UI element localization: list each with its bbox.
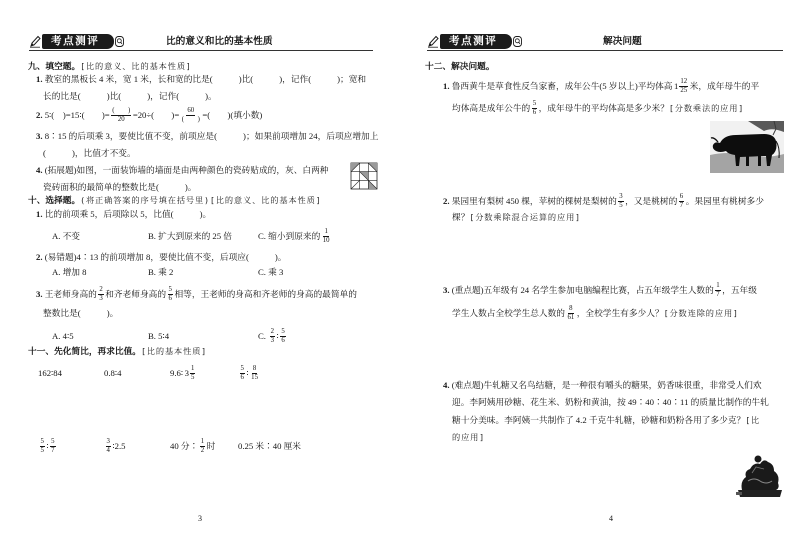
fraction-body <box>106 438 111 454</box>
problem-q3-line-1 <box>443 281 757 299</box>
text-run: 王老师身高的 <box>42 289 97 299</box>
fraction-denominator: 20 <box>117 115 125 123</box>
bold-text: 2. <box>443 196 450 206</box>
text-run: 棵？ <box>452 212 470 222</box>
page-title: 比的意义和比的基本性质 <box>166 36 273 47</box>
badge-label: 考点测评 <box>51 35 100 47</box>
fraction-denominator: 7 <box>679 201 684 209</box>
text-run: 8∶15 的后项乘 3，要使比值不变，前项应是( )；如果前项增加 24，后项应增加上 <box>42 131 379 141</box>
bold-text: 2. <box>36 252 43 262</box>
nougat-illustration <box>734 451 786 497</box>
problem-q1-line-1 <box>443 77 759 95</box>
text-run: 鲁西黄牛是草食性反刍家畜，成年公牛(5 岁以上)平均体高 <box>449 81 673 91</box>
fraction-numerator: 1 <box>716 281 720 289</box>
text-run: 均体高是成年公牛的 <box>452 103 531 113</box>
problem-q4-line-2 <box>452 393 769 411</box>
text-run: ，成年母牛的平均体高是多少米？ <box>538 103 669 113</box>
badge-label: 考点测评 <box>449 35 498 47</box>
text-run: B. 扩大到原来的 25 倍 <box>148 231 232 241</box>
fraction-body <box>168 286 173 302</box>
fraction-body <box>679 78 688 94</box>
fraction-numerator: 5 <box>40 437 44 445</box>
section-badge <box>42 34 114 49</box>
text-run: ∶ <box>276 331 279 341</box>
fraction-numerator: 5 <box>240 364 244 372</box>
fraction-denominator: 7 <box>51 446 55 454</box>
choice-q3-line-2 <box>43 304 118 322</box>
text-run: ( )，比值才不变。 <box>43 148 136 158</box>
fraction-body <box>715 282 720 298</box>
topic-tag: [分数乘除混合运算的应用] <box>469 212 581 222</box>
fraction-body <box>566 305 575 321</box>
topic-tag: [比的基本性质] <box>140 346 208 356</box>
simplify-item-4 <box>238 364 260 382</box>
fill-q3-line-1 <box>36 127 378 145</box>
fraction <box>168 286 173 302</box>
fraction <box>250 365 259 381</box>
text-run: 。果园里有桃树多少 <box>685 196 764 206</box>
tile-wall-figure <box>350 160 378 192</box>
bold-text: 十二、解决问题。 <box>425 61 495 71</box>
fraction-denominator: 10 <box>322 236 330 244</box>
fraction-numerator: 8 <box>252 364 257 372</box>
text-run: (重点题)五年级有 24 名学生参加电脑编程比赛，占五年级学生人数的 <box>449 285 714 295</box>
problem-q2-line-2 <box>452 208 581 226</box>
simplify-item-2 <box>104 364 121 382</box>
fraction-denominator: 5 <box>190 373 195 381</box>
text-run: 糖十分美味。李阿姨一共制作了 4.2 千克牛轧糖，砂糖和奶粉各用了多少克？ <box>452 415 746 425</box>
fraction <box>40 438 45 454</box>
choice-q2-option-b <box>148 263 173 281</box>
fraction-numerator: 6 <box>679 192 684 200</box>
magnifier-icon <box>115 36 124 47</box>
fraction-body <box>250 365 259 381</box>
fraction-body <box>200 438 205 454</box>
bold-text: 4. <box>443 380 450 390</box>
fraction-numerator: 5 <box>281 327 285 335</box>
fraction <box>679 193 684 209</box>
fraction <box>270 328 275 344</box>
fraction-body <box>181 107 201 123</box>
text-run: C. <box>258 331 269 341</box>
fraction <box>50 438 55 454</box>
text-run: B. 乘 2 <box>148 267 174 277</box>
choice-q2-option-a <box>52 263 87 281</box>
text-run: 学生人数占全校学生总人数的 <box>452 308 565 318</box>
simplify-item-7 <box>170 437 215 455</box>
text-run: A. 4∶5 <box>52 331 74 341</box>
text-run: A. 增加 8 <box>52 267 87 277</box>
text-run: 迎。李阿姨用砂糖、花生米、奶粉和黄油，按 49∶40∶40∶11 的质量比制作的牛轧 <box>452 397 769 407</box>
fill-q1-line-2 <box>43 87 217 105</box>
fill-q4-line-1 <box>36 161 328 179</box>
fraction-denominator: 6 <box>281 336 285 344</box>
text-run: =( )(填小数) <box>202 110 263 120</box>
fraction-denominator: 25 <box>680 86 688 94</box>
text-run: ，全校学生有多少人？ <box>576 308 664 318</box>
text-run: 米，成年母牛的平 <box>689 81 760 91</box>
fraction <box>181 107 201 123</box>
text-run: 和齐老师身高的 <box>105 289 167 299</box>
fraction-denominator: ( ) <box>181 115 200 123</box>
fill-q2 <box>36 106 262 124</box>
choice-q1-option-b <box>148 227 232 245</box>
fraction-body <box>532 100 537 116</box>
bold-text: 1. <box>443 81 450 91</box>
fraction-denominator: 61 <box>567 313 575 321</box>
fraction-numerator: ( ) <box>112 106 131 114</box>
choice-q3-line-1 <box>36 285 357 303</box>
fraction-denominator: 5 <box>619 201 623 209</box>
topic-tag: [分数连除的应用] <box>663 308 739 318</box>
fraction-denominator: 6 <box>168 294 172 302</box>
text-run: A. 不变 <box>52 231 80 241</box>
text-run: ∶ <box>246 368 249 378</box>
text-run: 时 <box>206 441 216 451</box>
text-run: (拓展题)如图，一面装饰墙的墙面是由两种颜色的瓷砖贴成的，灰、白两种 <box>42 165 329 175</box>
text-run: 比的前项乘 5，后项除以 5，比值( )。 <box>42 209 212 219</box>
fraction <box>185 365 196 381</box>
topic-tag: [分数乘法的应用] <box>668 103 745 113</box>
fraction <box>566 305 575 321</box>
text-run: ∶ <box>46 441 49 451</box>
fraction <box>322 228 331 244</box>
text-run: 0.25 米∶40 厘米 <box>238 441 301 451</box>
fraction-denominator: 15 <box>251 373 258 381</box>
fill-q1-line-1 <box>36 70 366 88</box>
magnifier-icon <box>513 36 522 47</box>
topic-tag: [比的意义、比的基本性质] <box>80 61 192 71</box>
page-title: 解决问题 <box>603 36 642 47</box>
fraction-numerator: 8 <box>569 304 573 312</box>
fill-q3-line-2 <box>43 144 136 162</box>
fraction-body <box>618 193 623 209</box>
fraction-body <box>111 107 131 123</box>
fraction-numerator: 5 <box>168 285 172 293</box>
text-run: 0.8∶4 <box>104 368 122 378</box>
bold-text: 2. <box>36 110 43 120</box>
text-run: 教室的黑板长 4 米，宽 1 米，长和宽的比是( )比( )，记作( )；宽和 <box>42 74 367 84</box>
fraction <box>111 107 131 123</box>
problem-q4-line-4 <box>452 428 485 446</box>
fraction-denominator: 3 <box>99 294 103 302</box>
fraction <box>240 365 245 381</box>
fraction-body <box>322 228 331 244</box>
fraction-denominator: 3 <box>270 336 275 344</box>
simplify-item-6 <box>104 437 126 455</box>
bold-text: 1. <box>36 209 43 219</box>
header-divider <box>29 50 373 51</box>
section-12-heading <box>425 57 495 75</box>
section-badge <box>440 34 512 49</box>
bold-text: 4. <box>36 165 43 175</box>
fraction-whole: 3 <box>184 368 189 378</box>
fraction-numerator: 12 <box>680 77 688 85</box>
fraction-denominator: 7 <box>716 290 720 298</box>
fraction-body <box>240 365 245 381</box>
simplify-item-5 <box>38 437 57 455</box>
choice-q1 <box>36 205 211 223</box>
bold-text: 九、填空题。 <box>28 61 81 71</box>
fraction-body <box>280 328 285 344</box>
fraction-body <box>679 193 684 209</box>
text-run: (易错题)4∶13 的前项增加 8，要使比值不变，后项应( )。 <box>42 252 287 262</box>
fraction-numerator: 60 <box>187 106 195 114</box>
text-run: ，五年级 <box>722 285 757 295</box>
text-run: 长的比是( )比( )，记作( )。 <box>43 91 217 101</box>
bold-text: 1. <box>36 74 43 84</box>
text-run: =20÷( )= <box>132 110 180 120</box>
page-number: 3 <box>198 514 202 523</box>
text-run: 瓷砖面积的最简单的整数比是( )。 <box>43 182 197 192</box>
simplify-item-3 <box>170 364 197 382</box>
fraction <box>532 100 537 116</box>
bold-text: 3. <box>443 285 450 295</box>
fraction <box>98 286 103 302</box>
pencil-icon <box>29 35 41 48</box>
simplify-item-1 <box>38 364 62 382</box>
fraction-body <box>190 365 195 381</box>
right-page <box>397 0 794 550</box>
bold-text: 十一、先化简比，再求比值。 <box>28 346 141 356</box>
text-run: C. 缩小到原来的 <box>258 231 321 241</box>
fraction <box>200 438 205 454</box>
fraction <box>618 193 623 209</box>
text-run: (难点题)牛轧糖又名鸟结糖，是一种很有嚼头的糖果，奶香味很重，非常受人们欢 <box>449 380 762 390</box>
fraction <box>715 282 720 298</box>
fraction-body <box>50 438 55 454</box>
fraction-body <box>98 286 103 302</box>
pencil-icon <box>427 35 439 48</box>
text-run: 相等，王老师的身高和齐老师的身高的最简单的 <box>174 289 357 299</box>
choice-q1-option-a <box>52 227 80 245</box>
fraction-numerator: 3 <box>619 192 623 200</box>
fraction-body <box>270 328 275 344</box>
fraction <box>674 78 688 94</box>
fraction-whole: 1 <box>674 81 679 91</box>
fraction-numerator: 3 <box>106 437 110 445</box>
fraction-numerator: 1 <box>190 364 195 372</box>
fraction-numerator: 5 <box>51 437 55 445</box>
choice-q2-option-c <box>258 263 283 281</box>
topic-tag: (将正确答案的序号填在括号里)[比的意义、比的基本性质] <box>80 195 322 205</box>
fraction-denominator: 5 <box>40 446 44 454</box>
simplify-item-8 <box>238 437 301 455</box>
section-11-heading <box>28 342 207 360</box>
problem-q4-line-1 <box>443 376 762 394</box>
problem-q4-line-3 <box>452 411 760 429</box>
fraction-body <box>40 438 45 454</box>
page-number: 4 <box>609 514 613 523</box>
topic-tag: [比 <box>745 415 761 425</box>
fraction <box>106 438 111 454</box>
text-run: C. 乘 3 <box>258 267 284 277</box>
text-run: 9.6∶ <box>170 368 184 378</box>
bold-text: 3. <box>36 131 43 141</box>
yellow-cattle-photo <box>710 121 784 173</box>
fraction <box>280 328 285 344</box>
choice-q1-option-c <box>258 227 332 245</box>
fraction-numerator: 2 <box>99 285 103 293</box>
text-run: 162∶84 <box>38 368 62 378</box>
bold-text: 十、选择题。 <box>28 195 81 205</box>
text-run: 果园里有梨树 450 棵，苹树的棵树是梨树的 <box>449 196 617 206</box>
problem-q1-line-2 <box>452 99 744 117</box>
text-run: 40 分∶ <box>170 441 199 451</box>
problem-q3-line-2 <box>452 304 739 322</box>
fraction-denominator: 6 <box>532 108 537 116</box>
text-run: ，又是桃树的 <box>625 196 678 206</box>
fraction-denominator: 6 <box>240 373 244 381</box>
topic-tag: 的应用] <box>452 432 486 442</box>
choice-q3-option-c <box>258 327 287 345</box>
fraction-numerator: 2 <box>270 327 275 335</box>
text-run: B. 5∶4 <box>148 331 170 341</box>
text-run: ∶2.5 <box>112 441 126 451</box>
fraction-denominator: 4 <box>106 446 110 454</box>
text-run: 5∶( )=15∶( )= <box>42 110 110 120</box>
bold-text: 3. <box>36 289 43 299</box>
fraction-numerator: 1 <box>324 227 328 235</box>
fraction-numerator: 5 <box>532 99 537 107</box>
text-run: 整数比是( )。 <box>43 308 119 318</box>
header-divider <box>427 50 783 51</box>
fraction-numerator: 1 <box>200 437 205 445</box>
fraction-denominator: 2 <box>200 446 205 454</box>
